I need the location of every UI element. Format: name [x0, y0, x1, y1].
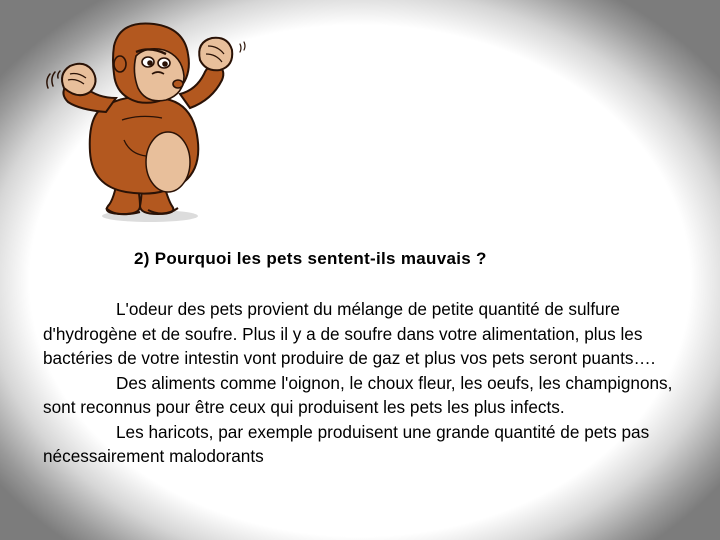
gorilla-mouth: [173, 80, 183, 88]
motion-lines-left: [47, 71, 60, 88]
paragraph-foods: Des aliments comme l'oignon, le choux fleur, les oeufs, les champignons, sont reconnus pour être ceux qui produisent les pets les plus infects.: [43, 372, 673, 417]
gorilla-illustration: [40, 16, 255, 226]
paragraph-beans: Les haricots, par exemple produisent une grande quantité de pets pas nécessairement malodorants: [43, 421, 650, 466]
paragraph-odor-origin: L'odeur des pets provient du mélange de petite quantité de sulfure d'hydrogène et de soufre. Plus il y a de soufre dans votre alimentation, plus les bactéries de votre intestin vont produire de gaz et plus vos pets seront puants….: [43, 299, 656, 368]
body-text: [43, 297, 683, 469]
slide-title: 2) Pourquoi les pets sentent-ils mauvais ?: [134, 249, 487, 268]
gorilla-left-fist: [62, 64, 96, 95]
gorilla-right-fist: [199, 38, 232, 71]
motion-lines-right: [240, 42, 245, 52]
gorilla-face: [134, 49, 184, 101]
gorilla-belly: [146, 132, 190, 192]
